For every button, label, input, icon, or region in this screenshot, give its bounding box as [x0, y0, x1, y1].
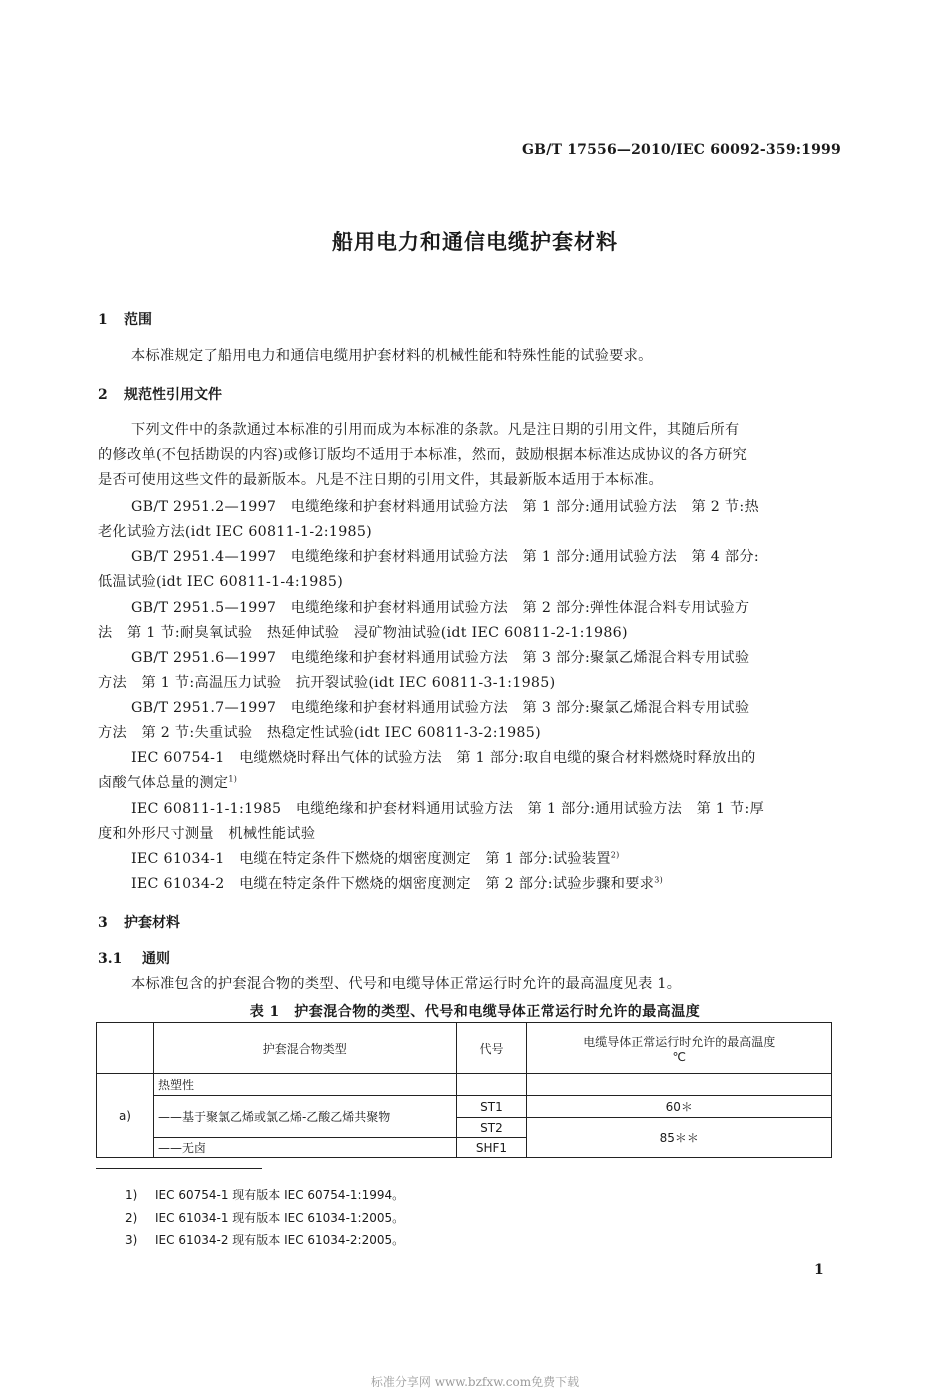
- header-temperature-unit: ℃: [672, 1049, 686, 1064]
- header-temperature-label: 电缆导体正常运行时允许的最高温度: [583, 1034, 776, 1049]
- type-halogen-free: ——无卤: [153, 1138, 456, 1158]
- header-type: 护套混合物类型: [153, 1023, 456, 1074]
- reference-iec61034-2: [131, 873, 663, 893]
- section-number: 1: [98, 312, 108, 328]
- table-1-caption: 表 1 护套混合物的类型、代号和电缆导体正常运行时允许的最高温度: [249, 1004, 701, 1020]
- document-code: GB/T 17556—2010/IEC 60092-359:1999: [522, 142, 841, 158]
- section-3-heading: [98, 912, 180, 932]
- table-row: [97, 1074, 832, 1096]
- reference-gbt2951-5-line2: 法 第 1 节:耐臭氧试验 热延伸试验 浸矿物油试验(idt IEC 60811-2-1:1986): [98, 625, 628, 641]
- section-3-1-heading: [98, 948, 170, 968]
- watermark: 标准分享网 www.bzfxw.com免费下载: [370, 1375, 580, 1389]
- section-number: 3: [98, 915, 108, 931]
- header-temperature: [527, 1023, 832, 1074]
- intro-line-3: 是否可使用这些文件的最新版本。凡是不注日期的引用文件，其最新版本适用于本标准。: [98, 472, 664, 488]
- reference-iec61034-1: [131, 848, 620, 868]
- footnote-3: [125, 1231, 404, 1248]
- reference-gbt2951-6-line2: 方法 第 1 节:高温压力试验 抗开裂试验(idt IEC 60811-3-1:1985): [98, 675, 556, 691]
- footnote-2: [125, 1209, 404, 1226]
- section-title: 规范性引用文件: [124, 387, 222, 403]
- footnote-number: 3): [125, 1233, 138, 1247]
- footnote-number: 1): [125, 1188, 138, 1202]
- intro-line-2: 的修改单(不包括勘误的内容)或修订版均不适用于本标准，然而，鼓励根据本标准达成协议的各方研究: [98, 447, 748, 463]
- section-1-heading: [98, 309, 152, 329]
- reference-gbt2951-7-line1: GB/T 2951.7—1997 电缆绝缘和护套材料通用试验方法 第 3 部分:聚氯乙烯混合料专用试验: [131, 700, 750, 716]
- page-number: 1: [814, 1262, 824, 1278]
- reference-gbt2951-7-line2: 方法 第 2 节:失重试验 热稳定性试验(idt IEC 60811-3-2:1985): [98, 725, 541, 741]
- document-title: 船用电力和通信电缆护套材料: [332, 229, 618, 254]
- footnote-number: 2): [125, 1211, 138, 1225]
- section-number: 3.1: [98, 951, 123, 967]
- empty-cell: [527, 1074, 832, 1096]
- reference-gbt2951-6-line1: GB/T 2951.6—1997 电缆绝缘和护套材料通用试验方法 第 3 部分:聚氯乙烯混合料专用试验: [131, 650, 750, 666]
- type-pvc: ——基于聚氯乙烯或氯乙烯-乙酸乙烯共聚物: [153, 1096, 456, 1138]
- reference-iec60811-1-1-line2: 度和外形尺寸测量 机械性能试验: [98, 826, 316, 842]
- footnote-text: IEC 60754-1 现有版本 IEC 60754-1:1994。: [155, 1188, 405, 1202]
- reference-gbt2951-2-line2: 老化试验方法(idt IEC 60811-1-2:1985): [98, 524, 373, 540]
- reference-iec60811-1-1-line1: IEC 60811-1-1:1985 电缆绝缘和护套材料通用试验方法 第 1 部分:通用试验方法 第 1 节:厚: [131, 801, 765, 817]
- table-header-row: [97, 1023, 832, 1074]
- footnote-mark: 3): [654, 875, 664, 885]
- section-number: 2: [98, 387, 108, 403]
- reference-gbt2951-2-line1: GB/T 2951.2—1997 电缆绝缘和护套材料通用试验方法 第 1 部分:通用试验方法 第 2 节:热: [131, 499, 759, 515]
- header-blank: [97, 1023, 154, 1074]
- section-1-text: 本标准规定了船用电力和通信电缆用护套材料的机械性能和特殊性能的试验要求。: [131, 348, 653, 364]
- footnote-text: IEC 61034-2 现有版本 IEC 61034-2:2005。: [155, 1233, 405, 1247]
- footnote-text: IEC 61034-1 现有版本 IEC 61034-1:2005。: [155, 1211, 405, 1225]
- reference-gbt2951-4-line2: 低温试验(idt IEC 60811-1-4:1985): [98, 574, 344, 590]
- code-st1: ST1: [456, 1096, 527, 1118]
- ref-text: IEC 61034-2 电缆在特定条件下燃烧的烟密度测定 第 2 部分:试验步骤和要求: [131, 876, 655, 892]
- reference-iec60754-1-line1: IEC 60754-1 电缆燃烧时释出气体的试验方法 第 1 部分:取自电缆的聚合材料燃烧时释放出的: [131, 750, 756, 766]
- header-code: 代号: [456, 1023, 527, 1074]
- intro-line-1: 下列文件中的条款通过本标准的引用而成为本标准的条款。凡是注日期的引用文件，其随后所有: [131, 422, 740, 438]
- group-title: 热塑性: [153, 1074, 456, 1096]
- temp-st1: 60＊: [527, 1096, 832, 1118]
- reference-gbt2951-5-line1: GB/T 2951.5—1997 电缆绝缘和护套材料通用试验方法 第 2 部分:弹性体混合料专用试验方: [131, 600, 750, 616]
- footnote-1: [125, 1186, 404, 1203]
- section-title: 范围: [124, 312, 152, 328]
- table-row: [97, 1096, 832, 1118]
- empty-cell: [456, 1074, 527, 1096]
- table-1: [96, 1022, 832, 1158]
- section-title: 通则: [142, 951, 170, 967]
- footnote-separator: [96, 1168, 262, 1169]
- section-title: 护套材料: [124, 915, 180, 931]
- temp-st2-shf1: 85＊＊: [527, 1118, 832, 1158]
- reference-iec60754-1-line2: [98, 772, 237, 792]
- footnote-mark: 2): [610, 850, 620, 860]
- group-label: a): [97, 1074, 154, 1158]
- ref-text: 卤酸气体总量的测定: [98, 775, 229, 791]
- reference-gbt2951-4-line1: GB/T 2951.4—1997 电缆绝缘和护套材料通用试验方法 第 1 部分:通用试验方法 第 4 部分:: [131, 549, 759, 565]
- ref-text: IEC 61034-1 电缆在特定条件下燃烧的烟密度测定 第 1 部分:试验装置: [131, 851, 611, 867]
- footnote-mark: 1): [228, 774, 238, 784]
- code-st2: ST2: [456, 1118, 527, 1138]
- code-shf1: SHF1: [456, 1138, 527, 1158]
- section-3-1-text: 本标准包含的护套混合物的类型、代号和电缆导体正常运行时允许的最高温度见表 1。: [131, 976, 682, 992]
- section-2-heading: [98, 384, 222, 404]
